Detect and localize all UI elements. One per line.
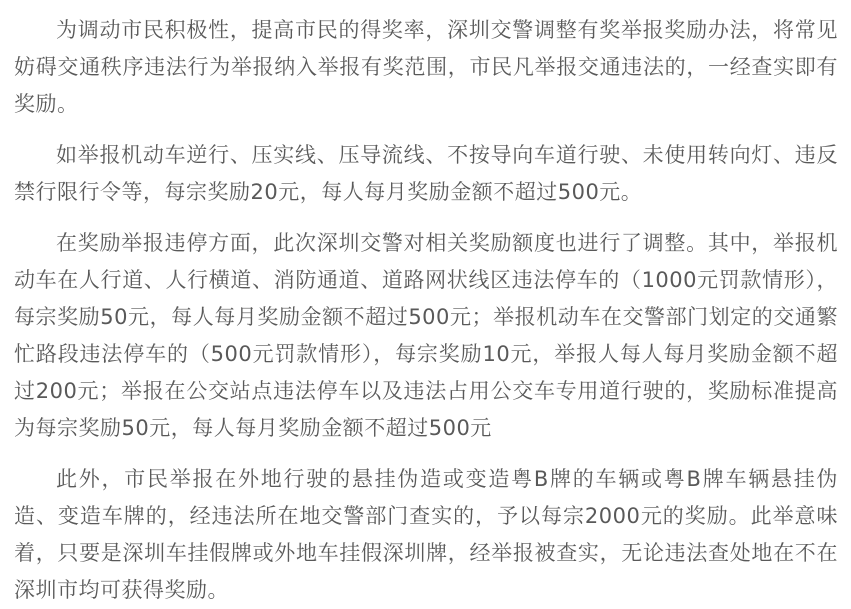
- paragraph-parking-rewards: 在奖励举报违停方面，此次深圳交警对相关奖励额度也进行了调整。其中，举报机动车在人行道、人行横道、消防通道、道路网状线区违法停车的（1000元罚款情形），每宗奖励50元，每人每月奖励金额不超过500元；举报机动车在交警部门划定的交通繁忙路段违法停车的（500元罚款情形），每宗奖励10元，举报人每人每月奖励金额不超过200元；举报在公交站点违法停车以及违法占用公交车专用道行驶的，奖励标准提高为每宗奖励50元，每人每月奖励金额不超过500元: [14, 231, 838, 440]
- paragraph-common-violations: 如举报机动车逆行、压实线、压导流线、不按导向车道行驶、未使用转向灯、违反禁行限行令等，每宗奖励20元，每人每月奖励金额不超过500元。: [14, 143, 838, 204]
- paragraph-intro: 为调动市民积极性，提高市民的得奖率，深圳交警调整有奖举报奖励办法，将常见妨碍交通秩序违法行为举报纳入举报有奖范围，市民凡举报交通违法的，一经查实即有奖励。: [14, 18, 838, 116]
- paragraph-fake-plates: 此外，市民举报在外地行驶的悬挂伪造或变造粤B牌的车辆或粤B牌车辆悬挂伪造、变造车牌的，经违法所在地交警部门查实的，予以每宗2000元的奖励。此举意味着，只要是深圳车挂假牌或外地车挂假深圳牌，经举报被查实，无论违法查处地在不在深圳市均可获得奖励。: [14, 467, 838, 602]
